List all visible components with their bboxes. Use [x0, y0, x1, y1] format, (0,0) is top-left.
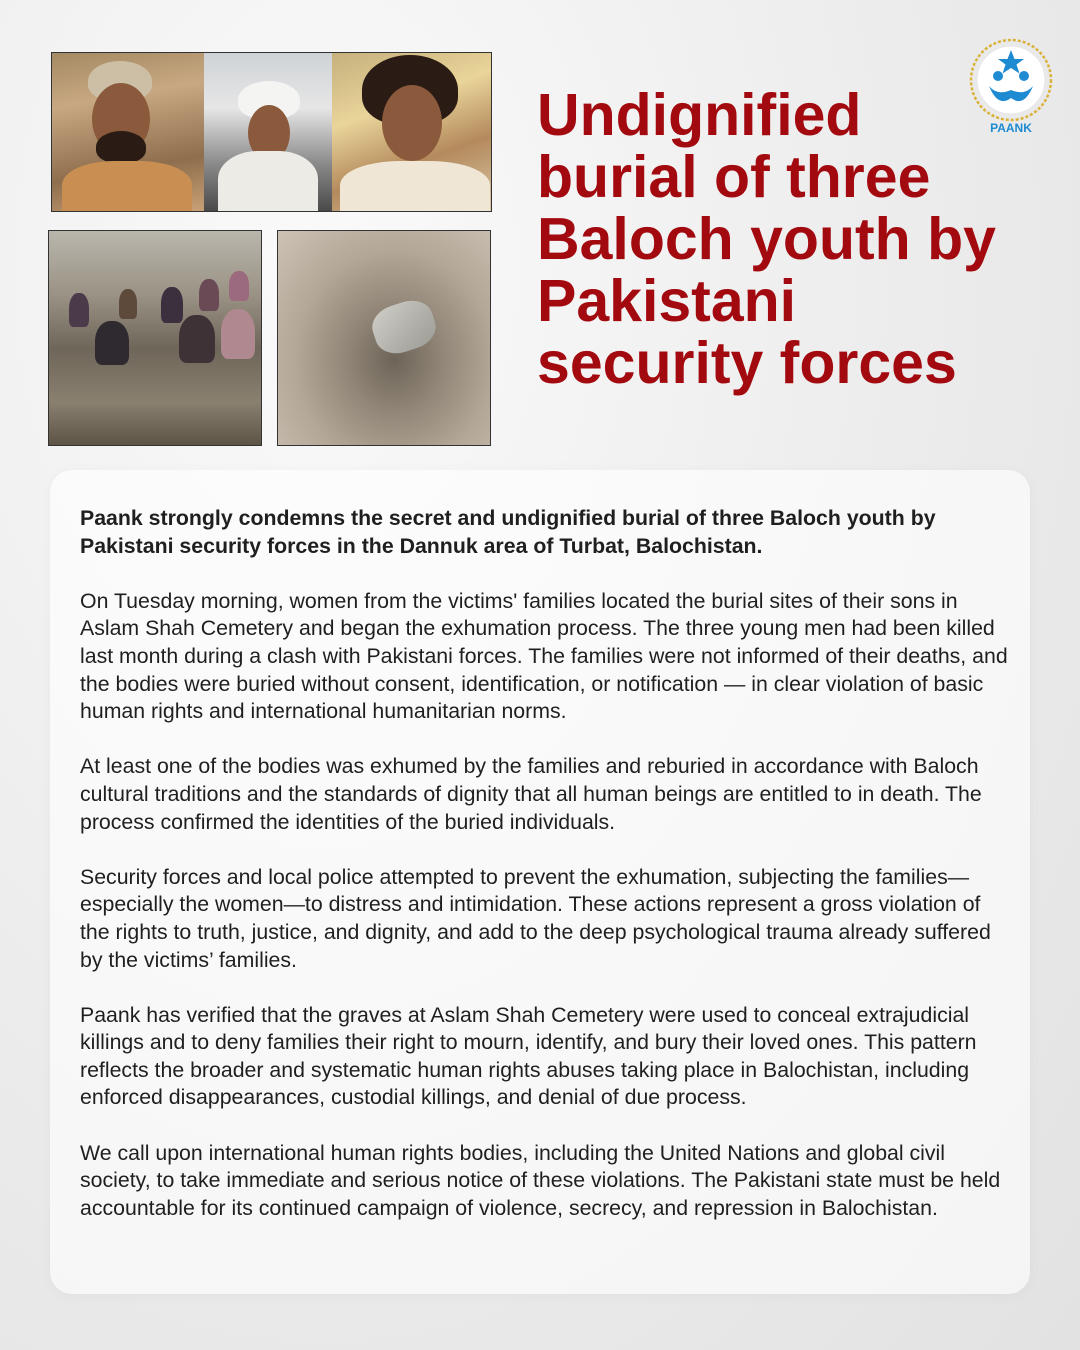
body-paragraph: On Tuesday morning, women from the victims' families located the burial sites of their sons in Aslam Shah Cemetery and began the exhumation process. The three young men had been killed last month during a clash with Pakistani forces. The families were not informed of their deaths, and the bodies were buried without consent, identification, or notification — in clear violation of basic human rights and international humanitarian norms.	[80, 588, 1008, 724]
families-at-cemetery-photo	[48, 230, 262, 446]
body-paragraph: At least one of the bodies was exhumed by the families and reburied in accordance with Baloch cultural traditions and the standards of dignity that all human beings are entitled to in death. The process confirmed the identities of the buried individuals.	[80, 754, 982, 834]
exhumed-grave-photo	[277, 230, 491, 446]
lead-paragraph: Paank strongly condemns the secret and undignified burial of three Baloch youth by Pakistani security forces in the Dannuk area of Turbat, Balochistan.	[80, 506, 936, 558]
statement-text	[80, 505, 1010, 1250]
headline: Undignified burial of three Baloch youth by Pakistani security forces	[537, 82, 996, 396]
plastic-bag-icon	[367, 295, 441, 360]
youth-portrait-1	[52, 53, 204, 211]
body-paragraph: We call upon international human rights bodies, including the United Nations and global civil society, to take immediate and serious notice of these violations. The Pakistani state must be held accountable for its continued campaign of violence, secrecy, and repression in Balochistan.	[80, 1140, 1001, 1220]
paank-logo	[967, 36, 1055, 136]
portraits-photo	[51, 52, 492, 212]
youth-portrait-3	[332, 53, 491, 211]
youth-portrait-2	[204, 53, 332, 211]
body-paragraph: Paank has verified that the graves at Aslam Shah Cemetery were used to conceal extrajudicial killings and to deny families their right to mourn, identify, and bury their loved ones. This pattern reflects the broader and systematic human rights abuses taking place in Balochistan, including enforced disappearances, custodial killings, and denial of due process.	[80, 1002, 977, 1110]
paank-emblem-icon	[967, 36, 1055, 136]
svg-text:PAANK: PAANK	[990, 121, 1032, 135]
body-paragraph: Security forces and local police attempted to prevent the exhumation, subjecting the families—especially the women—to distress and intimidation. These actions represent a gross violation of the rights to truth, justice, and dignity, and add to the deep psychological trauma already suffered by the victims’ families.	[80, 864, 991, 972]
